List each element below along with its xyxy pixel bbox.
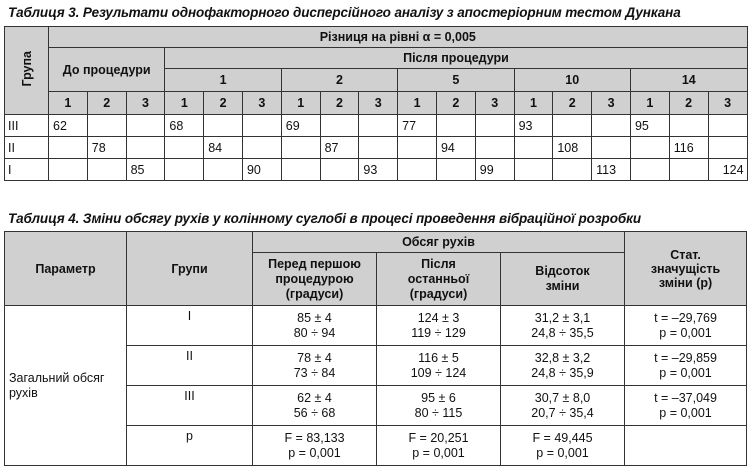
subcol-header: 1 — [165, 92, 204, 115]
value-cell — [436, 115, 475, 137]
value-cell — [281, 137, 320, 159]
param-name: Загальний обсяг рухів — [5, 306, 127, 466]
stat-header: Стат. значущість зміни (p) — [625, 232, 747, 306]
subcol-header: 1 — [49, 92, 88, 115]
value-cell — [49, 159, 88, 181]
value-cell: 93 — [359, 159, 398, 181]
before-header: До процедури — [49, 48, 165, 92]
percent-cell — [501, 346, 625, 386]
after-cell — [377, 306, 501, 346]
table-row — [5, 115, 748, 137]
before-cell — [253, 426, 377, 466]
before-cell-line: 85 ± 4 — [297, 310, 332, 325]
value-cell — [398, 159, 437, 181]
value-cell — [514, 137, 553, 159]
after-col-header: Після останньої (градуси) — [377, 253, 501, 306]
percent-col-header: Відсоток зміни — [501, 253, 625, 306]
stat-cell-line: p = 0,001 — [659, 325, 712, 340]
after-cell-line: 95 ± 6 — [421, 390, 456, 405]
percent-cell-line: 32,8 ± 3,2 — [534, 350, 591, 365]
table-row — [5, 137, 748, 159]
group-cell: III — [5, 115, 49, 137]
after-cell-line: 119 ÷ 129 — [411, 325, 466, 340]
value-cell — [320, 115, 359, 137]
table3-caption: Таблиця 3. Результати однофакторного дисперсійного аналізу з апостеріорним тестом Дункана — [8, 5, 681, 20]
value-cell — [592, 115, 631, 137]
diff-header: Різниця на рівні α = 0,005 — [49, 27, 748, 48]
duncan-table — [4, 26, 748, 181]
stat-cell-line: t = –29,769 — [654, 310, 717, 325]
value-cell: 78 — [87, 137, 126, 159]
before-cell-line: F = 83,133 — [284, 430, 345, 445]
value-cell — [475, 115, 514, 137]
group-header-cell — [5, 27, 49, 115]
before-cell — [253, 306, 377, 346]
subcol-header: 3 — [242, 92, 281, 115]
value-cell — [242, 115, 281, 137]
stat-cell-line: t = –37,049 — [654, 390, 717, 405]
before-col-header: Перед першою процедурою (градуси) — [253, 253, 377, 306]
after-step-header: 14 — [630, 69, 747, 92]
percent-cell-line: p = 0,001 — [536, 445, 589, 460]
value-cell: 94 — [436, 137, 475, 159]
value-cell: 84 — [204, 137, 243, 159]
group-header: Група — [19, 51, 34, 87]
after-cell-line: F = 20,251 — [408, 430, 469, 445]
subcol-header: 3 — [708, 92, 747, 115]
after-cell-line: 80 ÷ 115 — [414, 405, 463, 420]
value-cell — [630, 137, 669, 159]
after-cell — [377, 386, 501, 426]
value-cell: 90 — [242, 159, 281, 181]
stat-cell — [625, 386, 747, 426]
value-cell: 116 — [669, 137, 708, 159]
value-cell — [320, 159, 359, 181]
value-cell: 99 — [475, 159, 514, 181]
value-cell: 87 — [320, 137, 359, 159]
value-cell — [592, 137, 631, 159]
value-cell — [165, 137, 204, 159]
value-cell — [669, 115, 708, 137]
value-cell: 108 — [553, 137, 592, 159]
before-cell-line: p = 0,001 — [288, 445, 341, 460]
stat-cell — [625, 306, 747, 346]
after-cell-line: 124 ± 3 — [417, 310, 460, 325]
subcol-header: 2 — [204, 92, 243, 115]
stat-cell — [625, 346, 747, 386]
group-cell: I — [5, 159, 49, 181]
value-cell: 69 — [281, 115, 320, 137]
value-cell — [87, 159, 126, 181]
value-cell — [165, 159, 204, 181]
value-cell — [281, 159, 320, 181]
after-cell-line: p = 0,001 — [412, 445, 465, 460]
value-cell: 93 — [514, 115, 553, 137]
value-cell: 113 — [592, 159, 631, 181]
subcol-header: 2 — [553, 92, 592, 115]
after-step-header: 10 — [514, 69, 630, 92]
value-cell: 62 — [49, 115, 88, 137]
after-step-header: 1 — [165, 69, 281, 92]
value-cell: 95 — [630, 115, 669, 137]
group-cell: p — [127, 426, 253, 466]
before-cell — [253, 346, 377, 386]
group-cell: II — [5, 137, 49, 159]
subcol-header: 2 — [669, 92, 708, 115]
subcol-header: 1 — [630, 92, 669, 115]
value-cell — [359, 115, 398, 137]
value-cell: 68 — [165, 115, 204, 137]
subcol-header: 3 — [475, 92, 514, 115]
before-cell-line: 56 ÷ 68 — [293, 405, 336, 420]
subcol-header: 2 — [320, 92, 359, 115]
percent-cell — [501, 386, 625, 426]
value-cell — [669, 159, 708, 181]
before-cell-line: 80 ÷ 94 — [293, 325, 336, 340]
subcol-header: 3 — [126, 92, 165, 115]
value-cell — [436, 159, 475, 181]
value-cell — [475, 137, 514, 159]
subcol-header: 2 — [87, 92, 126, 115]
value-cell — [708, 137, 747, 159]
volume-header: Обсяг рухів — [253, 232, 625, 253]
value-cell — [553, 115, 592, 137]
value-cell — [514, 159, 553, 181]
stat-cell-line: t = –29,859 — [654, 350, 717, 365]
percent-cell-line: 30,7 ± 8,0 — [534, 390, 591, 405]
subcol-header: 1 — [514, 92, 553, 115]
value-cell — [126, 137, 165, 159]
value-cell: 77 — [398, 115, 437, 137]
percent-cell-line: F = 49,445 — [532, 430, 593, 445]
after-step-header: 5 — [398, 69, 514, 92]
group-cell: I — [127, 306, 253, 346]
before-cell-line: 62 ± 4 — [297, 390, 332, 405]
after-cell-line: 109 ÷ 124 — [410, 365, 467, 380]
groups-header: Групи — [127, 232, 253, 306]
subcol-header: 3 — [359, 92, 398, 115]
value-cell — [204, 159, 243, 181]
value-cell: 85 — [126, 159, 165, 181]
stat-cell-line: p = 0,001 — [659, 405, 712, 420]
value-cell — [359, 137, 398, 159]
percent-cell — [501, 426, 625, 466]
value-cell — [630, 159, 669, 181]
after-cell — [377, 426, 501, 466]
percent-cell-line: 24,8 ÷ 35,9 — [531, 365, 594, 380]
stat-cell-line: p = 0,001 — [659, 365, 712, 380]
after-step-header: 2 — [281, 69, 397, 92]
subcol-header: 2 — [436, 92, 475, 115]
group-cell: III — [127, 386, 253, 426]
value-cell — [126, 115, 165, 137]
percent-cell-line: 24,8 ÷ 35,5 — [531, 325, 594, 340]
range-of-motion-table — [4, 231, 747, 466]
percent-cell-line: 31,2 ± 3,1 — [534, 310, 591, 325]
after-header: Після процедури — [165, 48, 747, 69]
value-cell — [204, 115, 243, 137]
after-cell — [377, 346, 501, 386]
value-cell — [242, 137, 281, 159]
value-cell — [87, 115, 126, 137]
table-row — [5, 159, 748, 181]
subcol-header: 1 — [398, 92, 437, 115]
stat-cell — [625, 426, 747, 466]
group-cell: II — [127, 346, 253, 386]
subcol-header: 1 — [281, 92, 320, 115]
value-cell — [553, 159, 592, 181]
percent-cell — [501, 306, 625, 346]
before-cell-line: 73 ÷ 84 — [293, 365, 336, 380]
before-cell-line: 78 ± 4 — [297, 350, 332, 365]
table4-caption: Таблиця 4. Зміни обсягу рухів у колінному суглобі в процесі проведення вібраційної розробки — [8, 211, 641, 226]
after-cell-line: 116 ± 5 — [418, 350, 459, 365]
value-cell: 124 — [708, 159, 747, 181]
value-cell — [398, 137, 437, 159]
value-cell — [708, 115, 747, 137]
value-cell — [49, 137, 88, 159]
param-header: Параметр — [5, 232, 127, 306]
subcol-header: 3 — [592, 92, 631, 115]
percent-cell-line: 20,7 ÷ 35,4 — [531, 405, 594, 420]
before-cell — [253, 386, 377, 426]
